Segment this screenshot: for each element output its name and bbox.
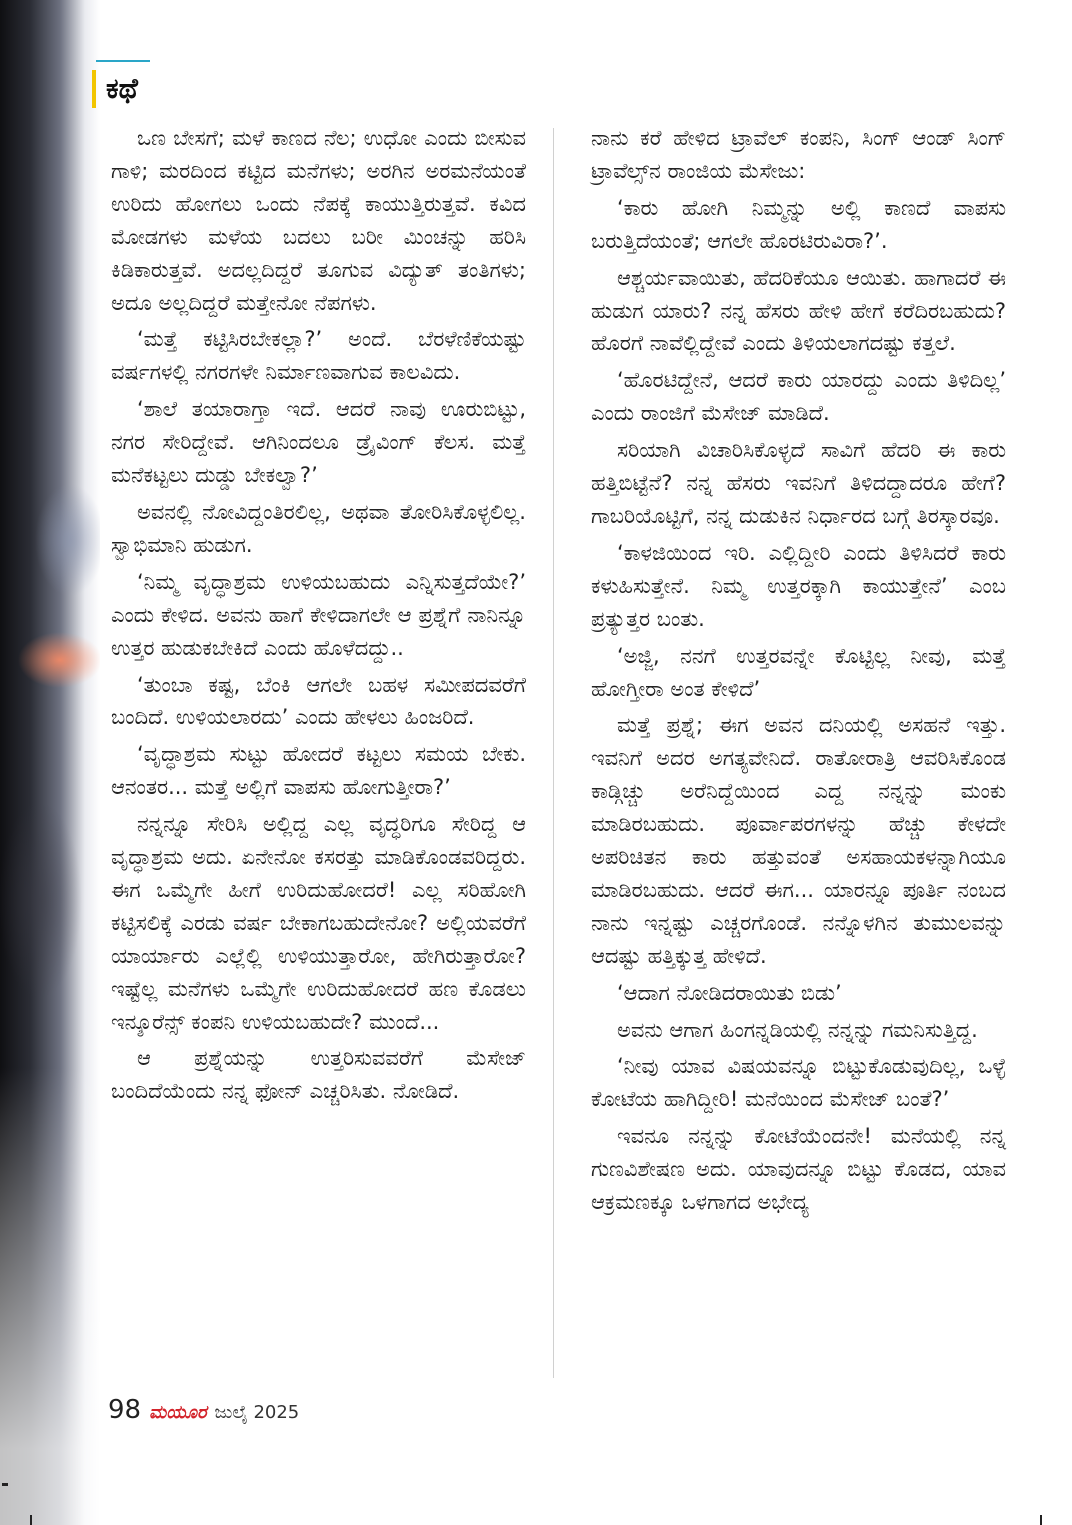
header-accent-rule [96, 60, 150, 62]
paragraph: ಸರಿಯಾಗಿ ವಿಚಾರಿಸಿಕೊಳ್ಳದೆ ಸಾವಿಗೆ ಹೆದರಿ ಈ ಕಾರು ಹತ್ತಿಬಿಟ್ಟೆನೆ? ನನ್ನ ಹೆಸರು ಇವನಿಗೆ ತಿಳಿದದ್ದಾದರೂ ಹೇಗೆ? ಗಾಬರಿಯೊಟ್ಟಿಗೆ, ನನ್ನ ದುಡುಕಿನ ನಿರ್ಧಾರದ ಬಗ್ಗೆ ತಿರಸ್ಕಾರವೂ. [591, 438, 1006, 528]
paragraph: ‘ನೀವು ಯಾವ ವಿಷಯವನ್ನೂ ಬಿಟ್ಟುಕೊಡುವುದಿಲ್ಲ, ಒಳ್ಳೆ ಕೋಟೆಯ ಹಾಗಿದ್ದೀರಿ! ಮನೆಯಿಂದ ಮೆಸೇಜ್ ಬಂತೆ?’ [591, 1054, 1006, 1112]
issue-date: ಜುಲೈ 2025 [214, 1402, 300, 1423]
article-column-right [591, 122, 1006, 1223]
paragraph: ಮತ್ತೆ ಪ್ರಶ್ನೆ; ಈಗ ಅವನ ದನಿಯಲ್ಲಿ ಅಸಹನೆ ಇತ್ತು. ಇವನಿಗೆ ಅದರ ಅಗತ್ಯವೇನಿದೆ. ರಾತೋರಾತ್ರಿ ಆವರಿಸಿಕೊಂಡ ಕಾಡ್ಗಿಚ್ಚು ಅರೆನಿದ್ದೆಯಿಂದ ಎದ್ದ ನನ್ನನ್ನು ಮಂಕು ಮಾಡಿರಬಹುದು. ಪೂರ್ವಾಪರಗಳನ್ನು ಹೆಚ್ಚು ಕೇಳದೇ ಅಪರಿಚಿತನ ಕಾರು ಹತ್ತುವಂತೆ ಅಸಹಾಯಕಳನ್ನಾಗಿಯೂ ಮಾಡಿರಬಹುದು. ಆದರೆ ಈಗ... ಯಾರನ್ನೂ ಪೂರ್ತಿ ನಂಬದ ನಾನು ಇನ್ನಷ್ಟು ಎಚ್ಚರಗೊಂಡೆ. ನನ್ನೊಳಗಿನ ತುಮುಲವನ್ನು ಆದಷ್ಟು ಹತ್ತಿಕ್ಕುತ್ತ ಹೇಳಿದೆ. [591, 713, 1006, 968]
paragraph: ನಾನು ಕರೆ ಹೇಳಿದ ಟ್ರಾವೆಲ್ ಕಂಪನಿ, ಸಿಂಗ್ ಆಂಡ್ ಸಿಂಗ್ ಟ್ರಾವೆಲ್ಸ್‌ನ ರಾಂಜಿಯ ಮೆಸೇಜು: [591, 126, 1006, 183]
paragraph: ‘ಹೊರಟಿದ್ದೇನೆ, ಆದರೆ ಕಾರು ಯಾರದ್ದು ಎಂದು ತಿಳಿದಿಲ್ಲ’ ಎಂದು ರಾಂಜಿಗೆ ಮೆಸೇಜ್ ಮಾಡಿದೆ. [591, 368, 1006, 426]
section-marker-bar [92, 70, 96, 108]
paragraph: ಆ ಪ್ರಶ್ನೆಯನ್ನು ಉತ್ತರಿಸುವವರೆಗೆ ಮೆಸೇಜ್ ಬಂದಿದೆಯೆಂದು ನನ್ನ ಫೋನ್ ಎಚ್ಚರಿಸಿತು. ನೋಡಿದೆ. [111, 1046, 526, 1104]
paragraph: ಅವನು ಆಗಾಗ ಹಿಂಗನ್ನಡಿಯಲ್ಲಿ ನನ್ನನ್ನು ಗಮನಿಸುತ್ತಿದ್ದ. [617, 1017, 978, 1042]
article-column-left [111, 122, 526, 1112]
paragraph: ‘ವೃದ್ಧಾಶ್ರಮ ಸುಟ್ಟು ಹೋದರೆ ಕಟ್ಟಲು ಸಮಯ ಬೇಕು. ಆನಂತರ... ಮತ್ತೆ ಅಲ್ಲಿಗೆ ವಾಪಸು ಹೋಗುತ್ತೀರಾ?’ [111, 742, 526, 800]
crop-mark [2, 1483, 8, 1486]
page-number: 98 [108, 1395, 142, 1425]
page-footer [108, 1395, 299, 1425]
paragraph: ‘ನಿಮ್ಮ ವೃದ್ಧಾಶ್ರಮ ಉಳಿಯಬಹುದು ಎನ್ನಿಸುತ್ತದೆಯೇ?’ ಎಂದು ಕೇಳಿದ. ಅವನು ಹಾಗೆ ಕೇಳಿದಾಗಲೇ ಆ ಪ್ರಶ್ನೆಗೆ ನಾನಿನ್ನೂ ಉತ್ತರ ಹುಡುಕಬೇಕಿದೆ ಎಂದು ಹೊಳೆದದ್ದು.. [111, 569, 526, 660]
paragraph: ‘ಆದಾಗ ನೋಡಿದರಾಯಿತು ಬಿಡು’ [617, 980, 842, 1005]
paragraph: ‘ಶಾಲೆ ತಯಾರಾಗ್ತಾ ಇದೆ. ಆದರೆ ನಾವು ಊರುಬಿಟ್ಟು, ನಗರ ಸೇರಿದ್ದೇವೆ. ಆಗಿನಿಂದಲೂ ಡ್ರೈವಿಂಗ್ ಕೆಲಸ. ಮತ್ತೆ ಮನೆಕಟ್ಟಲು ದುಡ್ಡು ಬೇಕಲ್ವಾ?’ [111, 397, 526, 488]
paragraph: ನನ್ನನ್ನೂ ಸೇರಿಸಿ ಅಲ್ಲಿದ್ದ ಎಲ್ಲ ವೃದ್ಧರಿಗೂ ಸೇರಿದ್ದ ಆ ವೃದ್ಧಾಶ್ರಮ ಅದು. ಏನೇನೋ ಕಸರತ್ತು ಮಾಡಿಕೊಂಡವರಿದ್ದರು. ಈಗ ಒಮ್ಮೆಗೇ ಹೀಗೆ ಉರಿದುಹೋದರೆ! ಎಲ್ಲ ಸರಿಹೋಗಿ ಕಟ್ಟಿಸಲಿಕ್ಕೆ ಎರಡು ವರ್ಷ ಬೇಕಾಗಬಹುದೇನೋ? ಅಲ್ಲಿಯವರೆಗೆ ಯಾರ್ಯಾರು ಎಲ್ಲೆಲ್ಲಿ ಉಳಿಯುತ್ತಾರೋ, ಹೇಗಿರುತ್ತಾರೋ? ಇಷ್ಟೆಲ್ಲ ಮನೆಗಳು ಒಮ್ಮೆಗೇ ಉರಿದುಹೋದರೆ ಹಣ ಕೊಡಲು ಇನ್ಶೂರೆನ್ಸ್ ಕಂಪನಿ ಉಳಿಯಬಹುದೇ? ಮುಂದೆ... [111, 812, 526, 1034]
paragraph: ಆಶ್ಚರ್ಯವಾಯಿತು, ಹೆದರಿಕೆಯೂ ಆಯಿತು. ಹಾಗಾದರೆ ಈ ಹುಡುಗ ಯಾರು? ನನ್ನ ಹೆಸರು ಹೇಳಿ ಹೇಗೆ ಕರೆದಿರಬಹುದು? ಹೊರಗೆ ನಾವೆಲ್ಲಿದ್ದೇವೆ ಎಂದು ತಿಳಿಯಲಾಗದಷ್ಟು ಕತ್ತಲೆ. [591, 265, 1006, 356]
paragraph: ಅವನಲ್ಲಿ ನೋವಿದ್ದಂತಿರಲಿಲ್ಲ, ಅಥವಾ ತೋರಿಸಿಕೊಳ್ಳಲಿಲ್ಲ. ಸ್ವಾಭಿಮಾನಿ ಹುಡುಗ. [111, 499, 526, 557]
paragraph: ‘ತುಂಬಾ ಕಷ್ಟ, ಬೆಂಕಿ ಆಗಲೇ ಬಹಳ ಸಮೀಪದವರೆಗೆ ಬಂದಿದೆ. ಉಳಿಯಲಾರದು’ ಎಂದು ಹೇಳಲು ಹಿಂಜರಿದೆ. [111, 672, 526, 730]
section-label: ಕಥೆ [106, 72, 138, 105]
paragraph: ‘ಕಾರು ಹೋಗಿ ನಿಮ್ಮನ್ನು ಅಲ್ಲಿ ಕಾಣದೆ ವಾಪಸು ಬರುತ್ತಿದೆಯಂತೆ; ಆಗಲೇ ಹೊರಟಿರುವಿರಾ?’. [591, 195, 1006, 253]
column-divider [553, 128, 554, 1378]
paragraph: ‘ಮತ್ತೆ ಕಟ್ಟಿಸಿರಬೇಕಲ್ಲಾ?’ ಅಂದೆ. ಬೆರಳೆಣಿಕೆಯಷ್ಟು ವರ್ಷಗಳಲ್ಲಿ ನಗರಗಳೇ ನಿರ್ಮಾಣವಾಗುವ ಕಾಲವಿದು. [111, 327, 526, 385]
crop-mark [30, 1515, 32, 1525]
paragraph: ಒಣ ಬೇಸಗೆ; ಮಳೆ ಕಾಣದ ನೆಲ; ಉಧೋ ಎಂದು ಬೀಸುವ ಗಾಳಿ; ಮರದಿಂದ ಕಟ್ಟಿದ ಮನೆಗಳು; ಅರಗಿನ ಅರಮನೆಯಂತೆ ಉರಿದು ಹೋಗಲು ಒಂದು ನೆಪಕ್ಕೆ ಕಾಯುತ್ತಿರುತ್ತವೆ. ಕವಿದ ಮೋಡಗಳು ಮಳೆಯ ಬದಲು ಬರೀ ಮಿಂಚನ್ನು ಹರಿಸಿ ಕಿಡಿಕಾರುತ್ತವೆ. ಅದಲ್ಲದಿದ್ದರೆ ತೂಗುವ ವಿದ್ಯುತ್ ತಂತಿಗಳು; ಅದೂ ಅಲ್ಲದಿದ್ದರೆ ಮತ್ತೇನೋ ನೆಪಗಳು. [111, 126, 526, 315]
decorative-side-artwork [0, 0, 100, 1525]
paragraph: ‘ಕಾಳಜಿಯಿಂದ ಇರಿ. ಎಲ್ಲಿದ್ದೀರಿ ಎಂದು ತಿಳಿಸಿದರೆ ಕಾರು ಕಳುಹಿಸುತ್ತೇನೆ. ನಿಮ್ಮ ಉತ್ತರಕ್ಕಾಗಿ ಕಾಯುತ್ತೇನೆ’ ಎಂಬ ಪ್ರತ್ಯುತ್ತರ ಬಂತು. [591, 540, 1006, 631]
magazine-logo: ಮಯೂರ [149, 1402, 207, 1423]
paragraph: ಇವನೂ ನನ್ನನ್ನು ಕೋಟೆಯೆಂದನೇ! ಮನೆಯಲ್ಲಿ ನನ್ನ ಗುಣವಿಶೇಷಣ ಅದು. ಯಾವುದನ್ನೂ ಬಿಟ್ಟು ಕೊಡದ, ಯಾವ ಆಕ್ರಮಣಕ್ಕೂ ಒಳಗಾಗದ ಅಭೇದ್ಯ [591, 1124, 1006, 1215]
paragraph: ‘ಅಜ್ಜಿ, ನನಗೆ ಉತ್ತರವನ್ನೇ ಕೊಟ್ಟಿಲ್ಲ ನೀವು, ಮತ್ತೆ ಹೋಗ್ತೀರಾ ಅಂತ ಕೇಳಿದೆ’ [591, 643, 1006, 701]
crop-mark [1040, 1515, 1042, 1525]
